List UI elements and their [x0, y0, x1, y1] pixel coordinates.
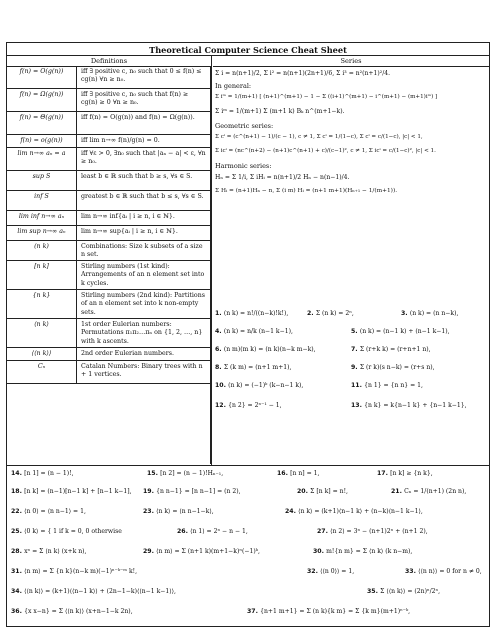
identity-13: [351, 402, 467, 409]
definition-row: [7, 348, 210, 361]
column-divider: [211, 55, 212, 465]
identity-formula: {n 2} = 2ⁿ⁻¹ − 1,: [228, 402, 282, 409]
identity-number: 25.: [11, 528, 25, 535]
definition-term: (n k): [7, 241, 77, 260]
identity-formula: ⟨⟨n n⟩⟩ = 0 for n ≠ 0,: [418, 568, 482, 575]
definition-text: Combinations: Size k subsets of a size n set.: [81, 243, 203, 259]
identity-31: [11, 568, 137, 575]
identity-number: 16.: [277, 470, 291, 477]
identity-number: 19.: [143, 488, 157, 495]
definition-text: iff f(n) = O(g(n)) and f(n) = Ω(g(n)).: [81, 114, 195, 121]
identity-number: 37.: [247, 608, 261, 615]
identity-number: 11.: [351, 382, 365, 389]
identity-formula: ⟨⟨n 0⟩⟩ = 1,: [320, 568, 355, 575]
identity-35: [367, 588, 440, 595]
identity-number: 5.: [351, 328, 360, 335]
definition-row: [7, 112, 210, 135]
identity-number: 18.: [11, 488, 25, 495]
definition-row: [7, 290, 210, 319]
identity-11: [351, 382, 423, 389]
identity-formula: {n+1 m+1} = Σ (n k){k m} = Σ {k m}(m+1)ⁿ⁻ᵏ,: [260, 608, 411, 615]
definition-row: [7, 171, 210, 191]
definition-text: Stirling numbers (2nd kind): Partitions of an n element set into k non-empty sets.: [81, 292, 205, 316]
series-harmonic-2: Σ Hᵢ = (n+1)Hₙ − n, Σ (i m) Hᵢ = (n+1 m+1)(Hₙ₊₁ − 1/(m+1)).: [215, 188, 398, 194]
definition-row: [7, 319, 210, 348]
definition-text: lim n→∞ sup{aᵢ | i ≥ n, i ∈ ℕ}.: [81, 228, 178, 235]
identity-number: 21.: [391, 488, 405, 495]
definition-row: [7, 148, 210, 171]
identity-formula: ⟨n k⟩ = (k+1)⟨n−1 k⟩ + (n−k)⟨n−1 k−1⟩,: [298, 508, 423, 515]
definition-row: [7, 135, 210, 148]
identities-bottom-list: [7, 465, 490, 627]
series-geometric-2: Σ icⁱ = (nc^(n+2) − (n+1)c^(n+1) + c)/(c−1)², c ≠ 1, Σ icⁱ = c/(1−c)², |c| < 1.: [215, 148, 436, 154]
identity-26: [177, 528, 248, 535]
identity-22: [11, 508, 86, 515]
identity-8: [215, 364, 292, 371]
identity-number: 29.: [143, 548, 157, 555]
identity-30: [313, 548, 412, 555]
identity-number: 32.: [307, 568, 321, 575]
identity-formula: ⟨n k⟩ = ⟨n n−1−k⟩,: [156, 508, 214, 515]
definition-term: Cₙ: [7, 361, 77, 383]
identity-number: 36.: [11, 608, 25, 615]
identity-number: 20.: [297, 488, 311, 495]
identity-number: 33.: [405, 568, 419, 575]
identity-number: 27.: [317, 528, 331, 535]
definition-term: f(n) = Ω(g(n)): [7, 89, 77, 111]
series-geometric-1: Σ cⁱ = (c^(n+1) − 1)/(c − 1), c ≠ 1, Σ cⁱ = 1/(1−c), Σ cⁱ = c/(1−c), |c| < 1,: [215, 134, 423, 140]
identity-formula: (n k) = (−1)ᵏ (k−n−1 k),: [228, 382, 304, 389]
identity-formula: (n k) = n!/((n−k)!k!),: [223, 310, 289, 317]
identity-formula: ⟨0 k⟩ = { 1 if k = 0, 0 otherwise: [24, 528, 122, 535]
series-general-1: Σ iᵐ = 1/(m+1) [ (n+1)^(m+1) − 1 − Σ ((i+1)^(m+1) − i^(m+1) − (m+1)iᵐ) ]: [215, 94, 438, 100]
identity-formula: [n k] = (n−1)[n−1 k] + [n−1 k−1],: [24, 488, 132, 495]
identity-37: [247, 608, 410, 615]
definition-text: lim n→∞ inf{aᵢ | i ≥ n, i ∈ ℕ}.: [81, 213, 175, 220]
definition-term: ⟨n k⟩: [7, 319, 77, 347]
definition-text: Catalan Numbers: Binary trees with n + 1 vertices.: [81, 363, 203, 379]
definition-term: [n k]: [7, 261, 77, 289]
identity-formula: ⟨n 2⟩ = 3ⁿ − (n+1)2ⁿ + (n+1 2),: [330, 528, 428, 535]
identity-9: [351, 364, 435, 371]
identity-number: 4.: [215, 328, 224, 335]
identity-formula: Cₙ = 1/(n+1) (2n n),: [404, 488, 467, 495]
identity-formula: Σ (k m) = (n+1 m+1),: [223, 364, 292, 371]
identity-number: 2.: [307, 310, 316, 317]
cheat-sheet: [6, 42, 490, 627]
identity-16: [277, 470, 319, 477]
identity-formula: {x x−n} = Σ ⟨⟨n k⟩⟩ (x+n−1−k 2n),: [24, 608, 133, 615]
identity-formula: (n m)(m k) = (n k)(n−k m−k),: [223, 346, 316, 353]
identity-formula: ⟨n 0⟩ = ⟨n n−1⟩ = 1,: [24, 508, 86, 515]
identity-number: 9.: [351, 364, 360, 371]
identity-formula: ⟨n m⟩ = Σ {n k}(n−k m)(−1)ⁿ⁻ᵏ⁻ᵐ k!,: [24, 568, 138, 575]
definition-text: iff lim n→∞ f(n)/g(n) = 0.: [81, 137, 160, 144]
identity-formula: Σ [n k] = n!,: [310, 488, 348, 495]
definition-term: lim sup n→∞ aₙ: [7, 226, 77, 240]
definition-term: sup S: [7, 171, 77, 190]
identity-number: 3.: [401, 310, 410, 317]
identity-number: 30.: [313, 548, 327, 555]
definition-term: f(n) = Θ(g(n)): [7, 112, 77, 134]
identity-7: [351, 346, 431, 353]
series-basic-sums: Σ i = n(n+1)/2, Σ i² = n(n+1)(2n+1)/6, Σ i³ = n²(n+1)²/4.: [215, 70, 391, 77]
identity-number: 22.: [11, 508, 25, 515]
identity-20: [297, 488, 348, 495]
series-harmonic-1: Hₙ = Σ 1/i, Σ iHᵢ = n(n+1)/2 Hₙ − n(n−1)/4.: [215, 174, 350, 181]
identity-number: 35.: [367, 588, 381, 595]
identity-6: [215, 346, 316, 353]
identity-21: [391, 488, 466, 495]
definition-text: iff ∃ positive c, n₀ such that f(n) ≥ cg(n) ≥ 0 ∀n ≥ n₀.: [81, 91, 189, 107]
identity-formula: ⟨n m⟩ = Σ (n+1 k)(m+1−k)ⁿ(−1)ᵏ,: [156, 548, 260, 555]
identity-formula: Σ (n k) = 2ⁿ,: [315, 310, 354, 317]
identity-4: [215, 328, 293, 335]
identity-34: [11, 588, 176, 595]
identity-36: [11, 608, 133, 615]
geometric-label: Geometric series:: [215, 122, 274, 130]
identity-formula: xⁿ = Σ ⟨n k⟩ (x+k n),: [24, 548, 87, 555]
identity-formula: ⟨n 1⟩ = 2ⁿ − n − 1,: [190, 528, 248, 535]
identity-28: [11, 548, 86, 555]
header-divider-right: [213, 66, 489, 67]
definition-term: {n k}: [7, 290, 77, 318]
identity-number: 23.: [143, 508, 157, 515]
identity-33: [405, 568, 482, 575]
identity-formula: {n k} = k{n−1 k} + {n−1 k−1},: [364, 402, 467, 409]
identity-number: 13.: [351, 402, 365, 409]
identity-number: 7.: [351, 346, 360, 353]
identity-17: [377, 470, 433, 477]
definitions-table: [7, 66, 211, 464]
series-header: Series: [340, 57, 362, 65]
definition-term: f(n) = o(g(n)): [7, 135, 77, 147]
definition-text: 1st order Eulerian numbers: Permutations π₁π₂…πₙ on {1, 2, …, n} with k ascents.: [81, 321, 203, 345]
identity-number: 6.: [215, 346, 224, 353]
identity-number: 26.: [177, 528, 191, 535]
definition-row: [7, 241, 210, 261]
definition-row: [7, 261, 210, 290]
identity-formula: ⟨⟨n k⟩⟩ = (k+1)⟨⟨n−1 k⟩⟩ + (2n−1−k)⟨⟨n−1 k−1⟩⟩,: [24, 588, 176, 595]
identity-formula: [n n] = 1,: [290, 470, 320, 477]
definition-row: [7, 361, 210, 384]
definition-row: [7, 211, 210, 226]
definition-text: greatest b ∈ ℝ such that b ≤ s, ∀s ∈ S.: [81, 193, 204, 200]
title-divider: [7, 55, 489, 56]
identity-27: [317, 528, 428, 535]
identity-number: 34.: [11, 588, 25, 595]
identity-number: 14.: [11, 470, 25, 477]
identity-formula: [n k] ≥ {n k},: [390, 470, 433, 477]
identity-formula: Σ ⟨⟨n k⟩⟩ = (2n)ⁿ/2ⁿ,: [380, 588, 441, 595]
definition-text: Stirling numbers (1st kind): Arrangements of an n element set into k cycles.: [81, 263, 205, 287]
identity-29: [143, 548, 260, 555]
definition-term: f(n) = O(g(n)): [7, 66, 77, 88]
identity-10: [215, 382, 303, 389]
identity-number: 1.: [215, 310, 224, 317]
identity-1: [215, 310, 288, 317]
identity-number: 24.: [285, 508, 299, 515]
identity-formula: m!{n m} = Σ ⟨n k⟩ (k n−m),: [326, 548, 413, 555]
definition-row: [7, 66, 210, 89]
identity-19: [143, 488, 241, 495]
definition-term: inf S: [7, 191, 77, 210]
identity-25: [11, 528, 122, 535]
in-general-label: In general:: [215, 82, 252, 90]
identity-formula: {n 1} = {n n} = 1,: [364, 382, 423, 389]
definition-row: [7, 89, 210, 112]
identity-23: [143, 508, 214, 515]
definition-row: [7, 191, 210, 211]
identity-24: [285, 508, 423, 515]
identity-number: 17.: [377, 470, 391, 477]
sheet-title: Theoretical Computer Science Cheat Sheet: [149, 45, 347, 55]
identity-number: 10.: [215, 382, 229, 389]
definition-text: iff ∃ positive c, n₀ such that 0 ≤ f(n) ≤ cg(n) ∀n ≥ n₀.: [81, 68, 202, 84]
identity-3: [401, 310, 458, 317]
identity-15: [147, 470, 223, 477]
identity-number: 8.: [215, 364, 224, 371]
identity-formula: (n k) = (n n−k),: [409, 310, 459, 317]
definition-text: least b ∈ ℝ such that b ≥ s, ∀s ∈ S.: [81, 173, 193, 180]
identity-formula: (n k) = n/k (n−1 k−1),: [223, 328, 293, 335]
identity-formula: [n 1] = (n − 1)!,: [24, 470, 74, 477]
definition-text: 2nd order Eulerian numbers.: [81, 350, 174, 357]
identity-number: 28.: [11, 548, 25, 555]
definitions-header: Definitions: [90, 57, 128, 65]
identity-12: [215, 402, 282, 409]
identity-5: [351, 328, 450, 335]
identity-formula: [n 2] = (n − 1)!Hₙ₋₁,: [160, 470, 224, 477]
identity-formula: Σ (r k)(s n−k) = (r+s n),: [359, 364, 435, 371]
definition-row: [7, 226, 210, 241]
identity-2: [307, 310, 354, 317]
identity-number: 12.: [215, 402, 229, 409]
identity-formula: (n k) = (n−1 k) + (n−1 k−1),: [359, 328, 450, 335]
definition-term: lim inf n→∞ aₙ: [7, 211, 77, 225]
identity-18: [11, 488, 132, 495]
definition-term: lim n→∞ aₙ = a: [7, 148, 77, 170]
series-general-2: Σ iᵐ = 1/(m+1) Σ (m+1 k) Bₖ n^(m+1−k).: [215, 108, 345, 115]
definition-text: iff ∀ε > 0, ∃n₀ such that |aₙ − a| < ε, ∀n ≥ n₀.: [81, 150, 206, 166]
harmonic-label: Harmonic series:: [215, 162, 272, 170]
identity-formula: {n n−1} = [n n−1] = (n 2),: [156, 488, 241, 495]
definition-term: ⟨⟨n k⟩⟩: [7, 348, 77, 360]
identity-14: [11, 470, 74, 477]
identity-number: 31.: [11, 568, 25, 575]
identity-formula: Σ (r+k k) = (r+n+1 n),: [359, 346, 431, 353]
series-section: [215, 68, 487, 464]
identity-number: 15.: [147, 470, 161, 477]
identity-32: [307, 568, 354, 575]
